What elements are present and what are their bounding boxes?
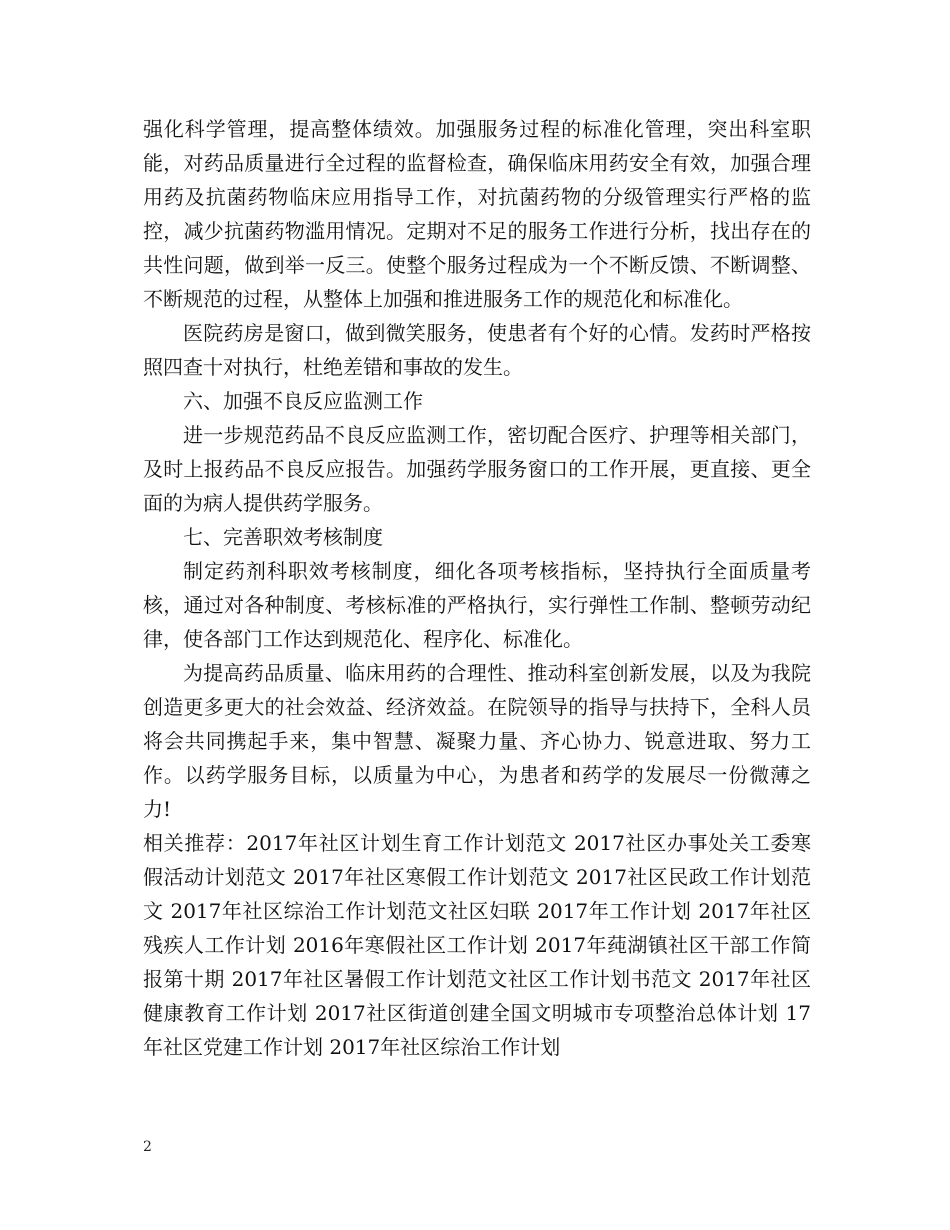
page-number: 2: [143, 1139, 152, 1155]
section-heading-performance-assessment: 七、完善职效考核制度: [183, 525, 383, 549]
paragraph-conclusion: 为提高药品质量、临床用药的合理性、推动科室创新发展，以及为我院创造更多更大的社会效益、经济效益。在院领导的指导与扶持下，全科人员将会共同携起手来，集中智慧、凝聚力量、齐心协力、锐意进取、努力工作。以药学服务目标，以质量为中心，为患者和药学的发展尽一份微薄之力!: [143, 661, 811, 821]
paragraph-performance-assessment: 制定药剂科职效考核制度，细化各项考核指标，坚持执行全面质量考核，通过对各种制度、考核标准的严格执行，实行弹性工作制、整顿劳动纪律，使各部门工作达到规范化、程序化、标准化。: [143, 559, 811, 651]
paragraph-pharmacy-window: 医院药房是窗口，做到微笑服务，使患者有个好的心情。发药时严格按照四查十对执行，杜绝差错和事故的发生。: [143, 321, 811, 379]
section-heading-adverse-reaction: 六、加强不良反应监测工作: [183, 389, 423, 413]
paragraph-continuation: 强化科学管理，提高整体绩效。加强服务过程的标准化管理，突出科室职能，对药品质量进行全过程的监督检查，确保临床用药安全有效，加强合理用药及抗菌药物临床应用指导工作，对抗菌药物的分级管理实行严格的监控，减少抗菌药物滥用情况。定期对不足的服务工作进行分析，找出存在的共性问题，做到举一反三。使整个服务过程成为一个不断反馈、不断调整、不断规范的过程，从整体上加强和推进服务工作的规范化和标准化。: [143, 117, 811, 311]
document-body: [143, 112, 811, 1064]
paragraph-adverse-reaction: 进一步规范药品不良反应监测工作，密切配合医疗、护理等相关部门，及时上报药品不良反应报告。加强药学服务窗口的工作开展，更直接、更全面的为病人提供药学服务。: [143, 423, 811, 515]
related-recommendations: 相关推荐：2017年社区计划生育工作计划范文 2017社区办事处关工委寒假活动计划范文 2017年社区寒假工作计划范文 2017社区民政工作计划范文 2017年社区综治工作计划范文社区妇联 2017年工作计划 2017年社区残疾人工作计划 2016年寒假社区工作计划 2017年莼湖镇社区干部工作简报第十期 2017年社区暑假工作计划范文社区工作计划书范文 2017年社区健康教育工作计划 2017社区街道创建全国文明城市专项整治总体计划 17年社区党建工作计划 2017年社区综治工作计划: [143, 831, 811, 1059]
